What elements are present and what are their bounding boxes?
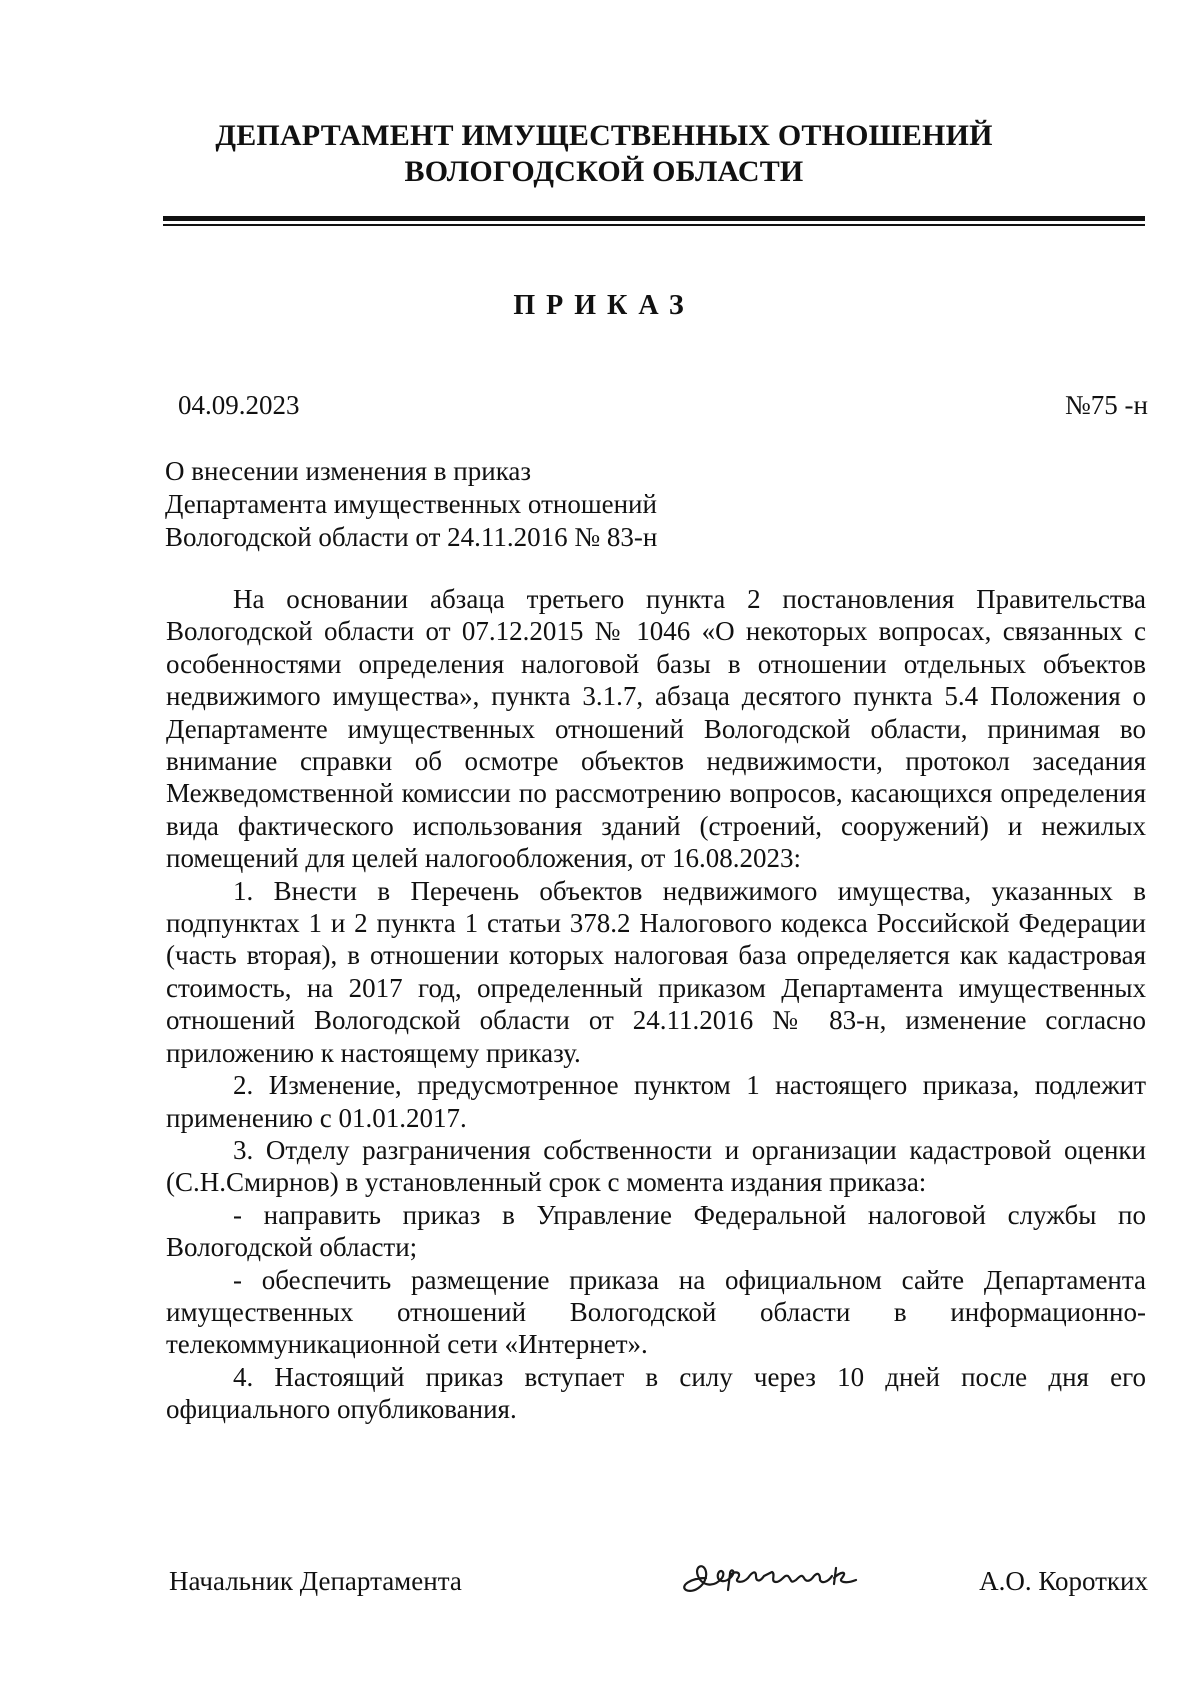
order-number: №75 -н (1065, 390, 1148, 420)
signatory-position: Начальник Департамента (169, 1566, 462, 1596)
subject-line2: Департамента имущественных отношений (165, 489, 657, 519)
preamble-paragraph: На основании абзаца третьего пункта 2 постановления Правительства Вологодской области от 07.12.2015 № 1046 «О некоторых вопросах, связанных с особенностями определения налоговой базы в отношении отдельных объектов недвижимого имущества», пункта 3.1.7, абзаца десятого пункта 5.4 Положения о Департаменте имущественных отношений Вологодской области, принимая во внимание справки об осмотре объектов недвижимости, протокол заседания Межведомственной комиссии по рассмотрению вопросов, касающихся определения вида фактического использования зданий (строений, сооружений) и нежилых помещений для целей налогообложения, от 16.08.2023: (166, 584, 1146, 874)
department-header (0, 118, 1200, 190)
order-subject (165, 455, 657, 554)
subject-line3: Вологодской области от 24.11.2016 № 83-н (165, 522, 658, 552)
clause-3-item-1: - направить приказ в Управление Федеральной налоговой службы по Вологодской области; (166, 1199, 1146, 1263)
header-rule-thin (163, 224, 1145, 226)
order-body (166, 583, 1146, 1426)
document-type-title: ПРИКАЗ (513, 290, 695, 321)
clause-3-item-2: - обеспечить размещение приказа на официальном сайте Департамента имущественных отношений Вологодской области в информационно-телекоммуникационной сети «Интернет». (166, 1264, 1146, 1360)
header-rule-thick (163, 216, 1145, 221)
signatory-name: А.О. Коротких (979, 1566, 1148, 1596)
order-date: 04.09.2023 (178, 390, 300, 420)
department-name-line2: ВОЛОГОДСКОЙ ОБЛАСТИ (404, 155, 804, 188)
clause-4: 4. Настоящий приказ вступает в силу через 10 дней после дня его официального опубликования. (166, 1361, 1146, 1425)
subject-line1: О внесении изменения в приказ (165, 456, 532, 486)
department-name-line1: ДЕПАРТАМЕНТ ИМУЩЕСТВЕННЫХ ОТНОШЕНИЙ (215, 119, 993, 152)
clause-3: 3. Отделу разграничения собственности и организации кадастровой оценки (С.Н.Смирнов) в установленный срок с момента издания приказа: (166, 1134, 1146, 1198)
clause-2: 2. Изменение, предусмотренное пунктом 1 настоящего приказа, подлежит применению с 01.01.2017. (166, 1070, 1146, 1133)
clause-1: 1. Внести в Перечень объектов недвижимого имущества, указанных в подпунктах 1 и 2 пункта 1 статьи 378.2 Налогового кодекса Российской Федерации (часть вторая), в отношении которых налоговая база определяется как кадастровая стоимость, на 2017 год, определенный приказом Департамента имущественных отношений Вологодской области от 24.11.2016 № 83-н, изменение согласно приложению к настоящему приказу. (166, 875, 1146, 1068)
handwritten-signature (672, 1548, 862, 1601)
